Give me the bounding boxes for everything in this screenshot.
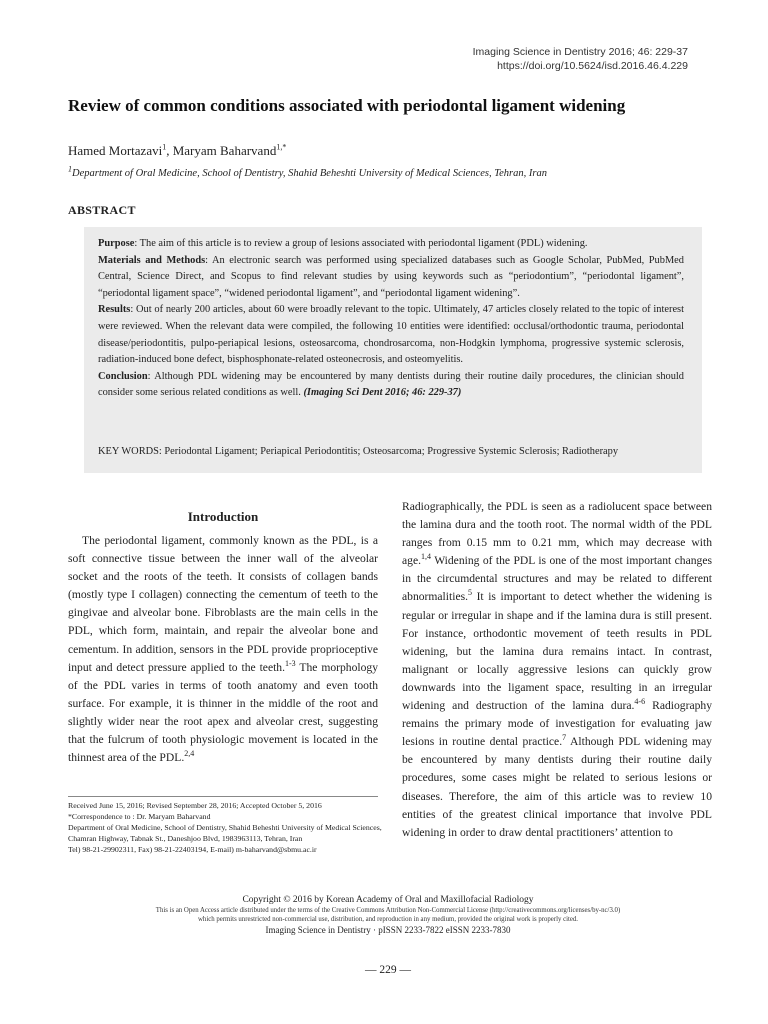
page-number: — 229 —: [365, 964, 411, 976]
license-line: This is an Open Access article distributed under the terms of the Creative Commons Attribution Non-Commercial License (http://creativecommons.org/licenses/by-nc/3.0): [155, 907, 621, 914]
correspondence-address: Department of Oral Medicine, School of Dentistry, Shahid Beheshti University of Medical Sciences, Chamran Highway, Tabnak St., Daneshjoo Blvd, 1983963113, Tehran, Iran: [68, 823, 382, 843]
page-footer: [68, 894, 708, 936]
doi-link[interactable]: https://doi.org/10.5624/isd.2016.46.4.229: [497, 60, 688, 72]
abstract-body: [98, 236, 684, 402]
body-text: Although PDL widening may be encountered by many dentists during their routine daily procedures, some cases might be related to serious lesions or diseases. Therefore, the aim of this article was to review 10 entities of the greatest clinical importance that involve PDL widening in order to draw dental practitioners’ attention to: [402, 735, 712, 839]
reference-mark: 1-3: [285, 658, 296, 668]
abstract-conclusion-label: Conclusion: [98, 370, 148, 382]
author-affiliation-mark: 1,*: [276, 142, 287, 152]
reference-mark: 1,4: [421, 552, 431, 562]
body-text: Widening of the PDL is one of the most important changes in the circumdental structures and may be related to different abnormalities.: [402, 554, 712, 604]
correspondence-contact: Tel) 98-21-29902311, Fax) 98-21-22403194, E-mail) m-baharvand@sbmu.ac.ir: [68, 845, 317, 854]
abstract-results-label: Results: [98, 304, 131, 316]
abstract-results: [98, 302, 684, 368]
body-text: It is important to detect whether the widening is regular or irregular in shape and if the lamina dura is still present. For instance, orthodontic movement of teeth results in PDL widening, but the lamina dura remains intact. In contrast, malignant or locally aggressive lesions can quickly grow downwards into the ligament space, resulting in an irregular widening and destruction of the lamina dura.: [402, 590, 712, 713]
footnote: [68, 800, 384, 855]
keywords-label: KEY WORDS: [98, 446, 159, 457]
journal-citation-line: Imaging Science in Dentistry 2016; 46: 229-37: [472, 46, 688, 58]
abstract-purpose-label: Purpose: [98, 238, 135, 249]
footnote-divider: [68, 796, 378, 797]
license-line: which permits unrestricted non-commercial use, distribution, and reproduction in any medium, provided the original work is properly cited.: [198, 916, 578, 923]
received-dates: Received June 15, 2016; Revised September 28, 2016; Accepted October 5, 2016: [68, 801, 322, 810]
abstract-methods-label: Materials and Methods: [98, 254, 206, 266]
article-title: Review of common conditions associated with periodontal ligament widening: [68, 96, 626, 115]
correspondence: *Correspondence to : Dr. Maryam Baharvand: [68, 812, 211, 821]
reference-mark: 7: [562, 733, 567, 743]
author-name: Maryam Baharvand: [172, 143, 277, 158]
abstract-purpose: [98, 236, 684, 253]
abstract-citation: (Imaging Sci Dent 2016; 46: 229-37): [303, 387, 462, 399]
affiliation-mark: 1: [68, 164, 72, 174]
affiliation-text: Department of Oral Medicine, School of Dentistry, Shahid Beheshti University of Medical Sciences, Tehran, Iran: [72, 168, 547, 179]
introduction-heading: Introduction: [187, 509, 259, 524]
abstract-methods: [98, 253, 684, 303]
abstract-heading: ABSTRACT: [68, 203, 136, 217]
reference-mark: 4-6: [634, 697, 646, 707]
body-paragraph: [68, 532, 378, 767]
author-separator: ,: [166, 143, 173, 158]
abstract-results-text: : Out of nearly 200 articles, about 60 were broadly relevant to the topic. Ultimately, 47 articles closely related to the topic of interest were reviewed. When the relevant data were compiled, the following 10 entities were identified: occlusal/orthodontic trauma, periodontal disease/periodontitis, pulpo-periapical lesions, osteosarcoma, chondrosarcoma, non-Hodgkin lymphoma, progressive systemic sclerosis, radiation-induced bone defect, bisphosphonate-related osteonecrosis, and osteomyelitis.: [98, 304, 684, 366]
body-text: The periodontal ligament, commonly known as the PDL, is a soft connective tissue between the inner wall of the alveolar socket and the roots of the teeth. It consists of collagen bands (mostly type I collagen) connecting the cementum of teeth to the gingivae and alveolar bone. Fibroblasts are the main cells in the PDL, which form, maintain, and repair the alveolar bone and cementum. In addition, sensors in the PDL provide proprioceptive input and detect pressure applied to the teeth.: [68, 534, 378, 674]
abstract-purpose-text: : The aim of this article is to review a group of lesions associated with periodontal ligament (PDL) widening.: [134, 238, 588, 249]
keywords-text: : Periodontal Ligament; Periapical Periodontitis; Osteosarcoma; Progressive Systemic Sclerosis; Radiotherapy: [158, 446, 619, 457]
keywords: [98, 445, 698, 459]
copyright: Copyright © 2016 by Korean Academy of Oral and Maxillofacial Radiology: [242, 895, 534, 905]
body-text: Radiographically, the PDL is seen as a radiolucent space between the lamina dura and the tooth root. The normal width of the PDL ranges from 0.15 mm to 0.21 mm, which may decrease with age.: [402, 500, 712, 568]
reference-mark: 5: [468, 588, 473, 598]
affiliation: [68, 164, 708, 179]
reference-mark: 2,4: [184, 749, 195, 759]
issn-line: Imaging Science in Dentistry · pISSN 2233-7822 eISSN 2233-7830: [265, 925, 511, 935]
body-text: Radiography remains the primary mode of investigation for evaluating jaw lesions in routine dental practice.: [402, 699, 712, 749]
author-affiliation-mark: 1: [162, 142, 167, 152]
body-column-left: [68, 532, 378, 767]
author-name: Hamed Mortazavi: [68, 143, 163, 158]
abstract-methods-text: : An electronic search was performed using specialized databases such as Google Scholar, PubMed, PubMed Central, Science Direct, and Scopus to find relevant studies by using keywords such as “periodontium”, “periodontal ligament”, “periodontal ligament space”, “widened periodontal ligament”, and “periodontal ligament widening”.: [98, 254, 684, 299]
body-text: The morphology of the PDL varies in terms of tooth anatomy and even tooth surface. For example, it is thinner in the middle of the root and slightly wider near the root apex and alveolar crest, suggesting that the fulcrum of tooth physiologic movement is located in the thinnest area of the PDL.: [68, 660, 379, 765]
abstract-conclusion: [98, 369, 684, 402]
body-column-right: [402, 498, 712, 842]
journal-info: [473, 45, 688, 73]
abstract-conclusion-text: : Although PDL widening may be encountered by many dentists during their routine daily procedures, the clinician should consider some serious related conditions as well.: [98, 370, 684, 399]
author-list: [68, 143, 286, 159]
body-paragraph: [402, 498, 712, 842]
